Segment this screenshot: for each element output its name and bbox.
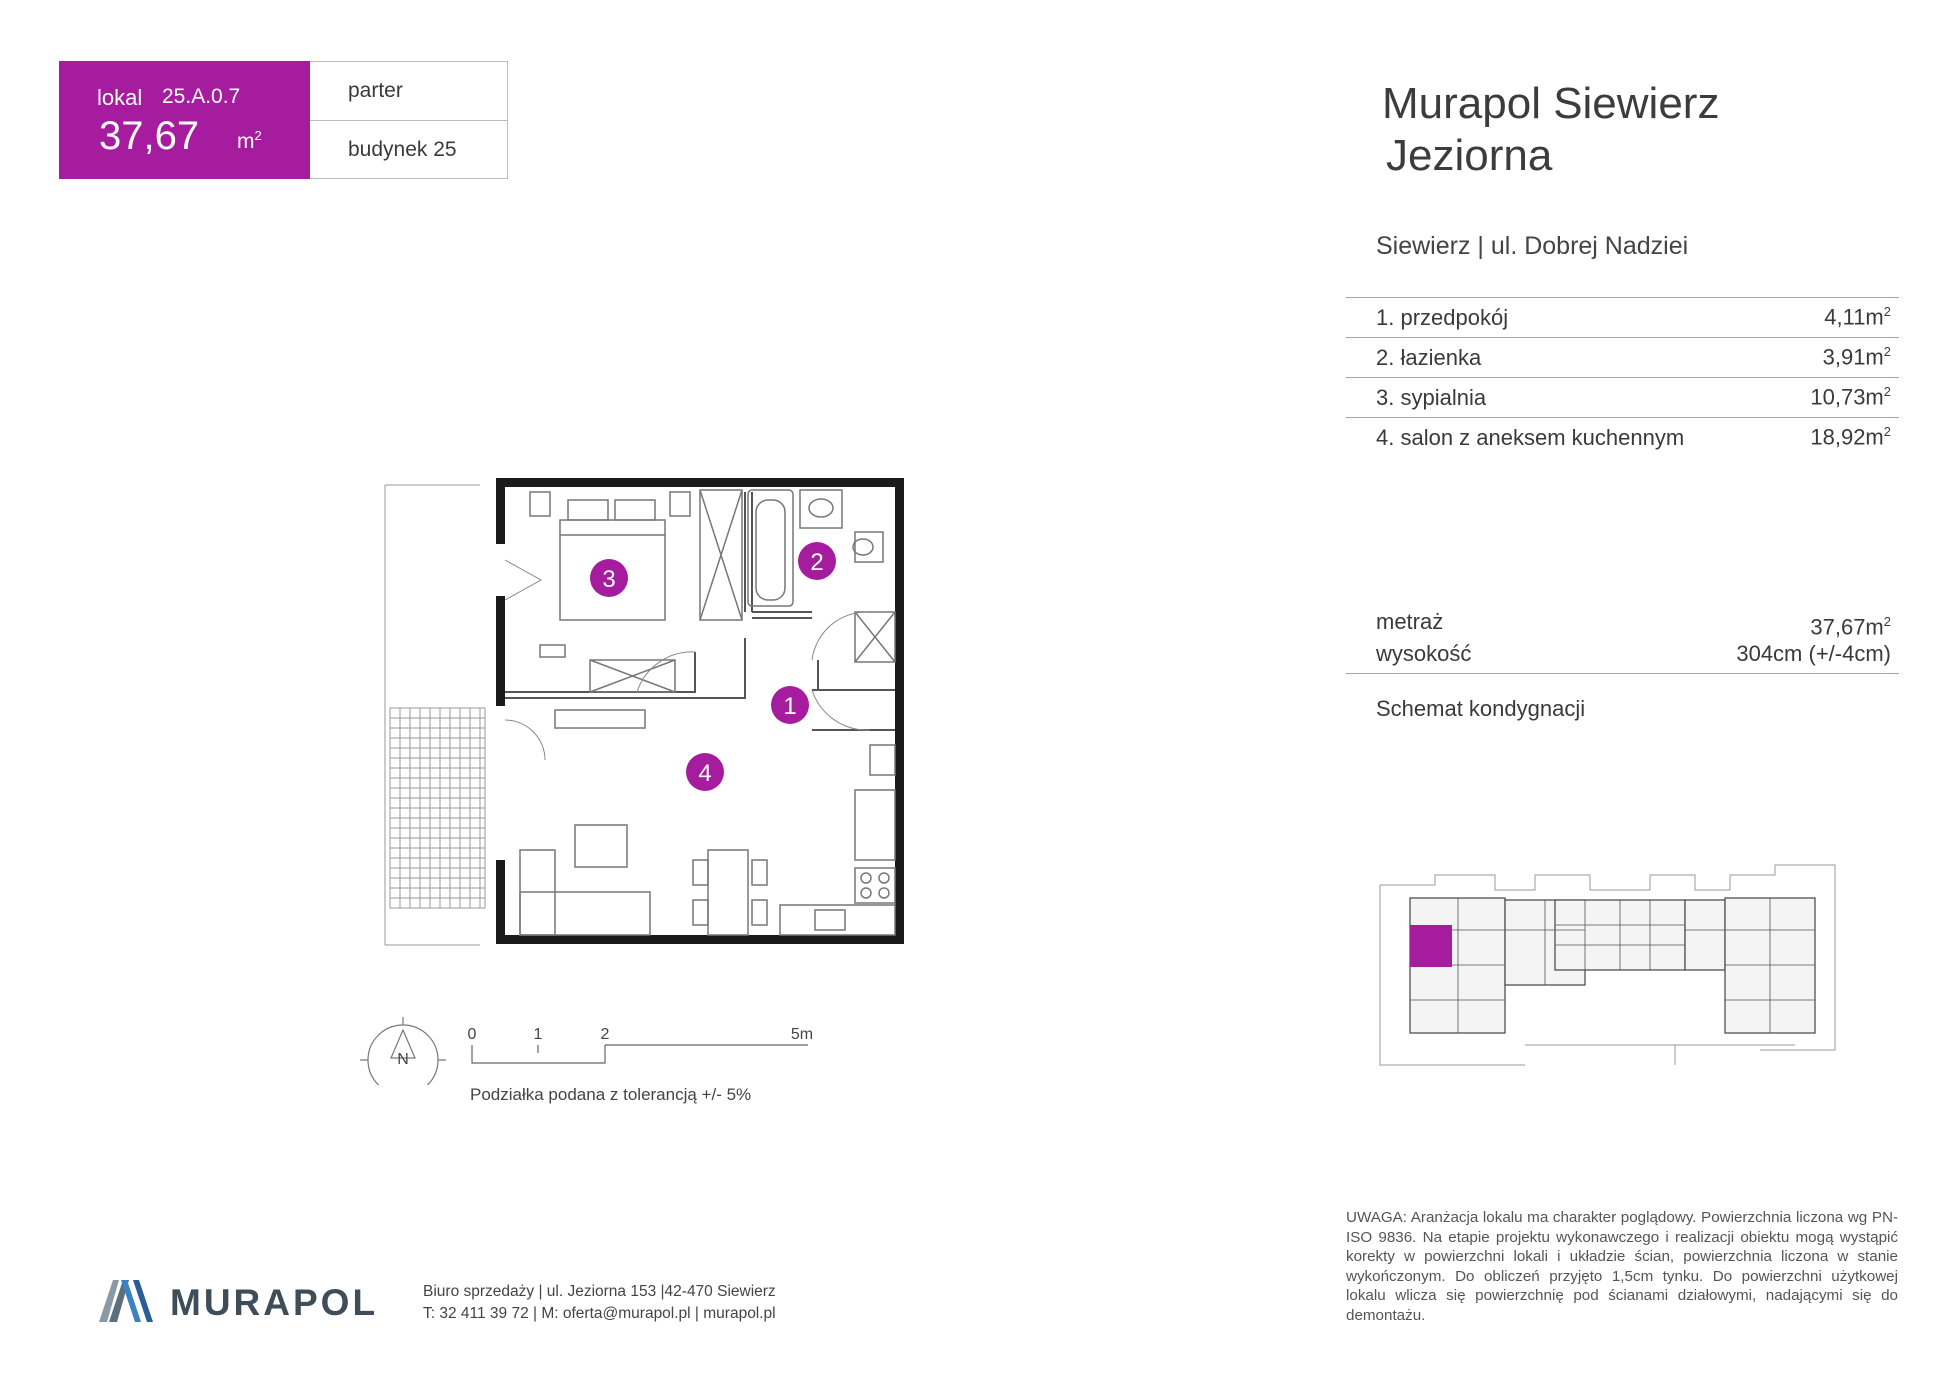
unit-label: lokal (97, 85, 143, 110)
floor-schema (1370, 862, 1860, 1072)
room-marker-4-label: 4 (698, 760, 712, 787)
unit-badge (59, 61, 310, 179)
room-row: 3. sypialnia $10,73m^2$ (1346, 377, 1899, 417)
scale-tick-1: 1 (533, 1026, 543, 1043)
office-line1: Biuro sprzedaży | ul. Jeziorna 153 |42-470 Siewierz (423, 1283, 776, 1300)
floor-label: parter (348, 79, 403, 102)
living-furniture (520, 710, 895, 935)
building-label: budynek 25 (310, 120, 507, 178)
room-marker-2-label: 2 (810, 549, 824, 576)
scale-bar (472, 1045, 808, 1063)
project-address: Siewierz | ul. Dobrej Nadziei (1376, 232, 1689, 260)
room-marker-3-label: 3 (602, 566, 616, 593)
rooms-table (1346, 297, 1899, 457)
metraz-row: metraż $37,67m^2$ (1376, 609, 1891, 640)
scale-tick-0: 0 (467, 1026, 477, 1043)
terrace (385, 485, 485, 945)
room-row: 1. przedpokój $4,11m^2$ (1346, 297, 1899, 337)
schema-title: Schemat kondygnacji (1376, 696, 1586, 721)
compass-letter: N (397, 1051, 409, 1068)
room-marker-1-label: 1 (783, 693, 797, 720)
unit-location-marker (1410, 925, 1452, 967)
scale-tick-5m: 5m (790, 1026, 814, 1043)
project-title-line2: Jeziorna (1386, 131, 1553, 180)
wysokosc-row: wysokość 304cm (+/-4cm) (1376, 641, 1891, 667)
room-row: 2. łazienka $3,91m^2$ (1346, 337, 1899, 377)
murapol-logo-text: MURAPOL (170, 1282, 379, 1323)
unit-area: 37,67 (99, 114, 200, 158)
unit-meta-box (310, 61, 508, 179)
project-title-line1: Murapol Siewierz (1382, 79, 1720, 128)
room-row: 4. salon z aneksem kuchennym $18,92m^2$ (1346, 417, 1899, 457)
bathroom-fixtures (700, 490, 895, 662)
project-title (1382, 78, 1719, 182)
sales-office-info (423, 1281, 776, 1325)
unit-area-unit: $m^2$ (237, 128, 262, 153)
unit-stats (1346, 608, 1899, 674)
murapol-logo-icon (97, 1276, 155, 1324)
office-line2: T: 32 411 39 72 | M: oferta@murapol.pl | murapol.pl (423, 1305, 776, 1322)
unit-code: 25.A.0.7 (162, 85, 241, 108)
floor-plan (370, 470, 930, 950)
scale-tick-2: 2 (600, 1026, 610, 1043)
disclaimer-note: UWAGA: Aranżacja lokalu ma charakter poglądowy. Powierzchnia liczona wg PN-ISO 9836. Na etapie projektu wykonawczego i realizacji obiektu mogą wystąpić korekty w powierzchni lokali i układzie ścian, powierzchnia liczona w stanie wykończonym. Do obliczeń przyjęto 1,5cm tynku. Do powierzchni użytkowej lokalu wlicza się powierzchnię pod ścianami działowymi, nadającymi się do demontażu. (1346, 1209, 1898, 1324)
scale-note: Podziałka podana z tolerancją +/- 5% (470, 1085, 752, 1104)
compass-and-scale (360, 1015, 830, 1085)
